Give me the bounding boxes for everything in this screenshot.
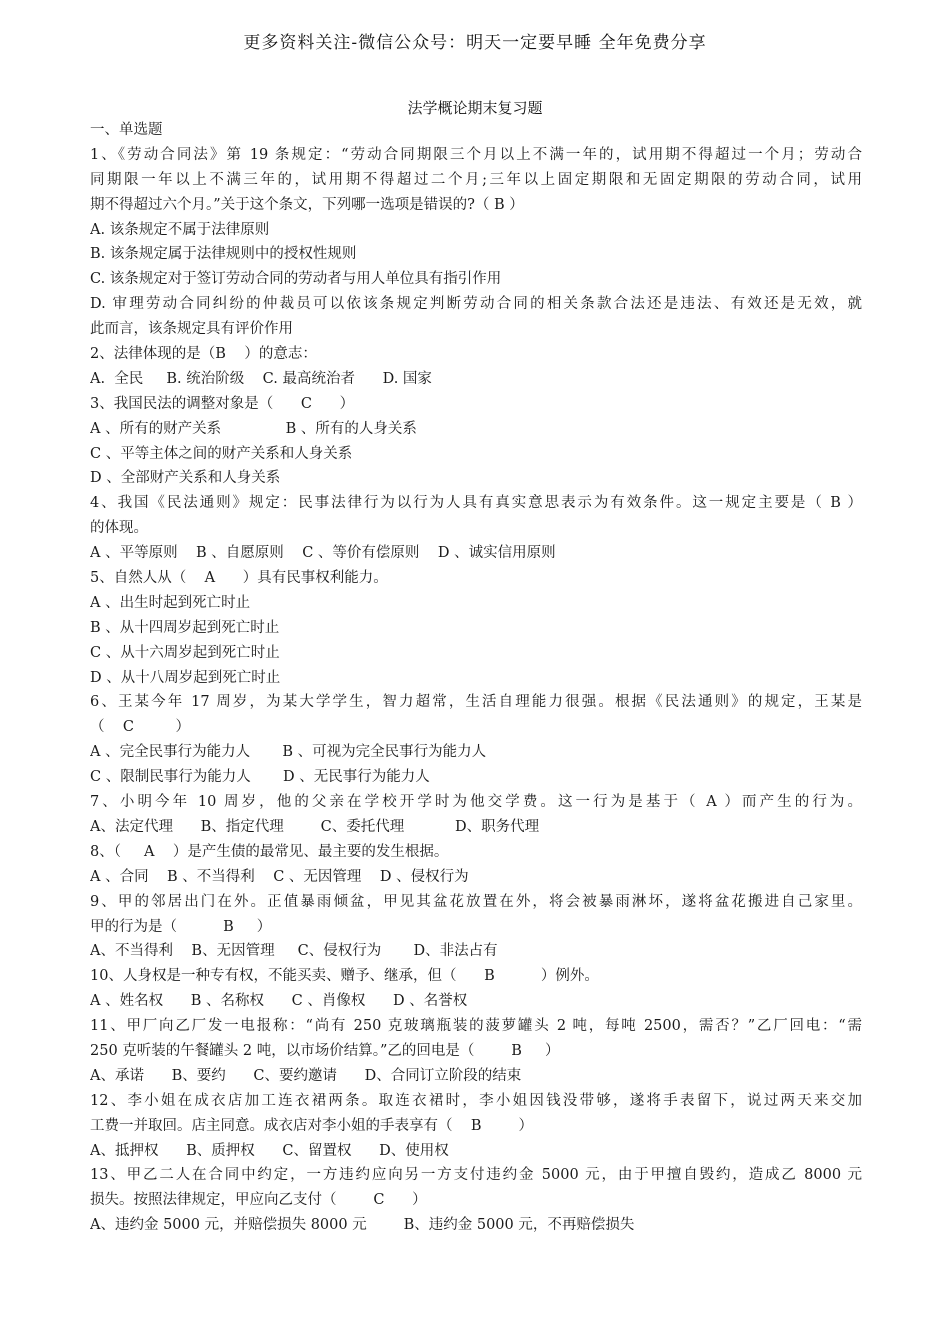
doc-line: 2、法律体现的是（B ）的意志： [90,346,317,363]
doc-line: A 、出生时起到死亡时止 [90,594,251,611]
document-title: 法学概论期末复习题 [407,99,543,117]
doc-line: 10、人身权是一种专有权，不能买卖、赠予、继承，但（ B ）例外。 [90,968,599,985]
promo-banner: 更多资料关注-微信公众号：明天一定要早睡 全年免费分享 [243,33,707,53]
doc-line: A、承诺 B、要约 C、要约邀请 D、合同订立阶段的结束 [90,1067,522,1084]
doc-line: 4、我国《民法通则》规定：民事法律行为以行为人具有真实意思表示为有效条件。这一规定主要是（ B ） [90,495,862,512]
doc-line: A. 全民 B. 统治阶级 C. 最高统治者 D. 国家 [90,370,432,387]
doc-line: B 、从十四周岁起到死亡时止 [90,619,280,636]
doc-line: 8、（ A ）是产生债的最常见、最主要的发生根据。 [90,843,449,860]
doc-line: A、法定代理 B、指定代理 C、委托代理 D、职务代理 [90,818,540,835]
doc-line: 11、甲厂向乙厂发一电报称：“尚有 250 克玻璃瓶装的菠萝罐头 2 吨，每吨 2500，需否？”乙厂回电：“需 [90,1018,862,1035]
doc-line: 损失。按照法律规定，甲应向乙支付（ C ） [90,1192,427,1209]
doc-line: A 、姓名权 B 、名称权 C 、肖像权 D 、名誉权 [90,993,468,1010]
doc-line: 甲的行为是（ B ） [90,918,272,935]
doc-line: A 、所有的财产关系 B 、所有的人身关系 [90,420,417,437]
doc-line: B. 该条规定属于法律规则中的授权性规则 [90,246,357,263]
doc-line: A、抵押权 B、质押权 C、留置权 D、使用权 [90,1142,449,1159]
doc-line: A、不当得利 B、无因管理 C、侵权行为 D、非法占有 [90,943,498,960]
doc-line: 250 克听装的午餐罐头 2 吨，以市场价结算。”乙的回电是（ B ） [90,1042,560,1059]
doc-line: 9、甲的邻居出门在外。正值暴雨倾盆，甲见其盆花放置在外，将会被暴雨淋坏，遂将盆花搬进自己家里。 [90,893,862,910]
doc-line: A、违约金 5000 元，并赔偿损失 8000 元 B、违约金 5000 元，不再赔偿损失 [90,1217,635,1234]
doc-line: 的体现。 [90,520,148,537]
doc-line: A. 该条规定不属于法律原则 [90,221,270,238]
doc-line: C 、限制民事行为能力人 D 、无民事行为能力人 [90,769,430,786]
doc-line: D 、从十八周岁起到死亡时止 [90,669,281,686]
doc-line: D 、全部财产关系和人身关系 [90,470,281,487]
doc-line: 13、甲乙二人在合同中约定，一方违约应向另一方支付违约金 5000 元，由于甲擅自毁约，造成乙 8000 元 [90,1167,862,1184]
doc-line: D. 审理劳动合同纠纷的仲裁员可以依该条规定判断劳动合同的相关条款合法还是违法、有效还是无效，就 [90,296,862,313]
doc-line: 此而言，该条规定具有评价作用 [90,321,293,338]
doc-line: 6、王某今年 17 周岁，为某大学学生，智力超常，生活自理能力很强。根据《民法通则》的规定，王某是 [90,694,862,711]
doc-line: 1、《劳动合同法》第 19 条规定：“劳动合同期限三个月以上不满一年的，试用期不得超过一个月；劳动合 [90,146,862,163]
doc-line: A 、合同 B 、不当得利 C 、无因管理 D 、侵权行为 [90,868,469,885]
doc-line: A 、平等原则 B 、自愿原则 C 、等价有偿原则 D 、诚实信用原则 [90,545,556,562]
doc-line: 12、李小姐在成衣店加工连衣裙两条。取连衣裙时，李小姐因钱没带够，遂将手表留下，说过两天来交加 [90,1092,862,1109]
doc-line: A 、完全民事行为能力人 B 、可视为完全民事行为能力人 [90,744,487,761]
doc-line: C 、从十六周岁起到死亡时止 [90,644,280,661]
doc-line: 5、自然人从（ A ）具有民事权利能力。 [90,570,388,587]
doc-line: 同期限一年以上不满三年的，试用期不得超过二个月;三年以上固定期限和无固定期限的劳动合同，试用 [90,171,862,188]
document-body [90,118,862,1238]
doc-line: （ C ） [90,719,191,736]
doc-line: C. 该条规定对于签订劳动合同的劳动者与用人单位具有指引作用 [90,271,502,288]
doc-line: C 、平等主体之间的财产关系和人身关系 [90,445,353,462]
doc-line: 7、小明今年 10 周岁，他的父亲在学校开学时为他交学费。这一行为是基于（ A ）而产生的行为。 [90,794,862,811]
doc-line: 一、单选题 [90,122,163,138]
doc-line: 3、我国民法的调整对象是（ C ） [90,395,355,412]
doc-line: 工费一并取回。店主同意。成衣店对李小姐的手表享有（ B ） [90,1117,533,1134]
doc-line: 期不得超过六个月。”关于这个条文，下列哪一选项是错误的?（ B ） [90,196,524,213]
